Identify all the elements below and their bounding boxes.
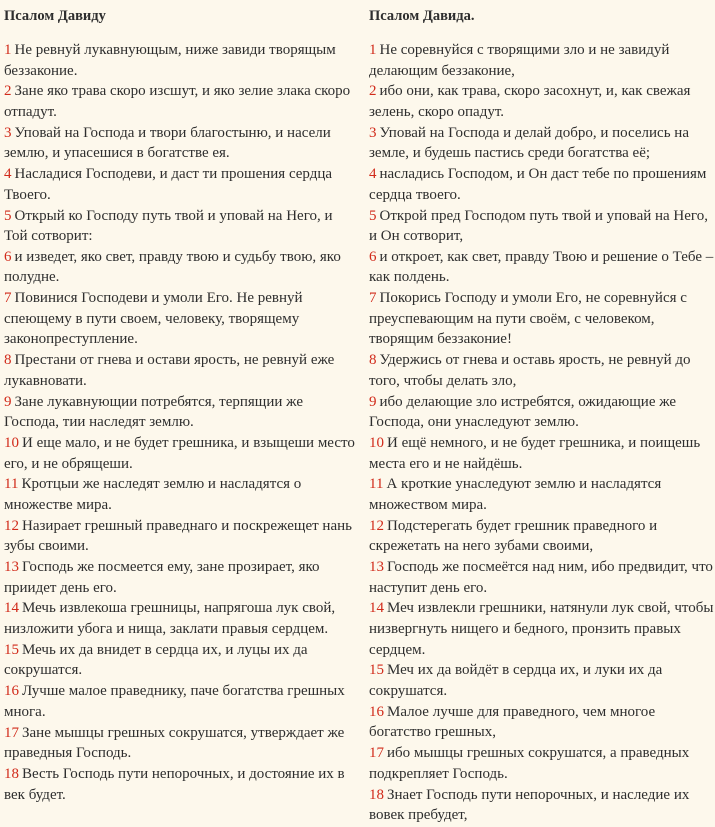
verse-text: Насладися Господеви, и даст ти прошения сердца Твоего.: [4, 166, 333, 203]
right-verse-16: [369, 702, 715, 743]
left-verse-18: [4, 764, 358, 805]
verse-number: 4: [4, 166, 12, 183]
verse-text: ибо делающие зло истребятся, ожидающие же Господа, они унаследуют землю.: [369, 393, 677, 431]
right-verse-5: [369, 206, 715, 247]
right-verse-8: [369, 350, 715, 391]
verse-number: 11: [4, 476, 19, 493]
verse-text: Назирает грешный праведнаго и поскрежещет нань зубы своими.: [4, 517, 352, 555]
left-verse-17: [4, 723, 358, 764]
right-verse-11: [369, 474, 715, 515]
verse-number: 16: [4, 683, 19, 700]
left-verse-6: [4, 247, 358, 288]
verse-text: Подстерегать будет грешник праведного и скрежетать на него зубами своими,: [369, 517, 658, 555]
right-verse-17: [369, 743, 715, 784]
verse-number: 9: [369, 393, 377, 410]
verse-text: насладись Господом, и Он даст тебе по прошениям сердца твоего.: [369, 166, 707, 203]
left-verse-list: [4, 40, 358, 805]
left-verse-14: [4, 598, 358, 639]
verse-text: Зане мышцы грешных сокрушатся, утверждает же праведныя Господь.: [4, 724, 345, 762]
verse-number: 5: [4, 207, 12, 224]
verse-number: 1: [4, 42, 12, 58]
verse-number: 17: [4, 724, 19, 741]
verse-text: Господь же посмеется ему, зане прозирает, яко приидет день его.: [4, 559, 320, 596]
left-verse-4: [4, 164, 358, 205]
verse-number: 1: [369, 42, 377, 58]
verse-text: А кроткие унаследуют землю и насладятся множеством мира.: [369, 476, 662, 513]
verse-number: 7: [4, 290, 12, 307]
verse-text: и изведет, яко свет, правду твою и судьбу твою, яко полудне.: [4, 248, 341, 286]
verse-number: 4: [369, 166, 377, 183]
verse-text: Мечь их да внидет в сердца их, и луцы их да сокрушатся.: [4, 641, 308, 679]
verse-text: И ещё немного, и не будет грешника, и поищешь места его и не найдёшь.: [369, 434, 701, 472]
left-heading: Псалом Давиду: [4, 8, 106, 24]
verse-text: ибо они, как трава, скоро засохнут, и, как свежая зелень, скоро опадут.: [369, 83, 691, 120]
verse-number: 15: [369, 662, 384, 679]
verse-text: Зане яко трава скоро изсшут, и яко зелие злака скоро отпадут.: [4, 83, 351, 120]
right-heading: Псалом Давида.: [369, 8, 475, 24]
right-verse-3: [369, 123, 715, 164]
verse-number: 16: [369, 703, 384, 720]
right-verse-13: [369, 557, 715, 598]
verse-text: Уповай на Господа и твори благостыню, и насели землю, и упасешися в богатстве ея.: [4, 124, 331, 162]
verse-number: 5: [369, 207, 377, 224]
verse-number: 14: [4, 600, 19, 617]
verse-text: и откроет, как свет, правду Твою и решение о Тебе – как полдень.: [369, 248, 714, 286]
verse-text: Знает Господь пути непорочных, и наследие их вовек пребудет,: [369, 786, 690, 824]
right-verse-1: [369, 40, 715, 81]
verse-number: 12: [369, 517, 384, 534]
verse-number: 6: [369, 248, 377, 265]
verse-text: Малое лучше для праведного, чем многое богатство грешных,: [369, 703, 656, 741]
church-slavonic-column: [4, 0, 358, 827]
left-verse-16: [4, 681, 358, 722]
verse-number: 8: [369, 352, 377, 369]
verse-number: 9: [4, 393, 12, 410]
verse-text: Меч их да войдёт в сердца их, и луки их да сокрушатся.: [369, 662, 663, 700]
left-verse-9: [4, 392, 358, 433]
right-verse-7: [369, 288, 715, 350]
verse-text: Покорись Господу и умоли Его, не соревнуйся с преуспевающим на пути своём, с человеком, творящим беззаконие!: [369, 290, 687, 348]
verse-number: 13: [4, 559, 19, 576]
left-verse-2: [4, 81, 358, 122]
left-verse-12: [4, 516, 358, 557]
verse-number: 2: [369, 83, 377, 100]
left-verse-8: [4, 350, 358, 391]
verse-text: Весть Господь пути непорочных, и достояние их в век будет.: [4, 765, 345, 803]
verse-text: Господь же посмеётся над ним, ибо предвидит, что наступит день его.: [369, 559, 713, 596]
verse-text: Зане лукавнующии потребятся, терпящии же Господа, тии наследят землю.: [4, 393, 303, 431]
right-verse-list: [369, 40, 715, 826]
verse-number: 7: [369, 290, 377, 307]
verse-number: 6: [4, 248, 12, 265]
verse-number: 17: [369, 745, 384, 762]
verse-text: ибо мышцы грешных сокрушатся, а праведных подкрепляет Господь.: [369, 745, 690, 782]
verse-number: 18: [4, 765, 19, 782]
verse-number: 13: [369, 559, 384, 576]
right-verse-2: [369, 81, 715, 122]
verse-number: 15: [4, 641, 19, 658]
left-verse-11: [4, 474, 358, 515]
left-verse-5: [4, 206, 358, 247]
verse-number: 14: [369, 600, 384, 617]
verse-text: Мечь извлекоша грешницы, напрягоша лук свой, низложити убога и нища, заклати правыя сердцем.: [4, 600, 336, 638]
verse-number: 10: [369, 434, 384, 451]
verse-number: 3: [369, 124, 377, 141]
verse-text: Не соревнуйся с творящими зло и не завидуй делающим беззаконие,: [369, 42, 670, 79]
verse-text: Не ревнуй лукавнующым, ниже завиди творящым беззаконие.: [4, 42, 336, 79]
verse-number: 11: [369, 476, 384, 493]
verse-number: 12: [4, 517, 19, 534]
left-verse-10: [4, 433, 358, 474]
right-verse-10: [369, 433, 715, 474]
verse-text: Меч извлекли грешники, натянули лук свой, чтобы низвергнуть нищего и бедного, пронзить правых сердцем.: [369, 600, 714, 658]
verse-text: Уповай на Господа и делай добро, и поселись на земле, и будешь пастись среди богатства её;: [369, 124, 689, 162]
verse-number: 2: [4, 83, 12, 100]
right-verse-12: [369, 516, 715, 557]
verse-text: Удержись от гнева и оставь ярость, не ревнуй до того, чтобы делать зло,: [369, 352, 691, 389]
right-verse-6: [369, 247, 715, 288]
verse-text: Открый ко Господу путь твой и уповай на Него, и Той сотворит:: [4, 207, 333, 245]
right-verse-14: [369, 598, 715, 660]
verse-text: И еще мало, и не будет грешника, и взыщеши место его, и не обрящеши.: [4, 434, 355, 472]
right-verse-4: [369, 164, 715, 205]
verse-text: Лучше малое праведнику, паче богатства грешных многа.: [4, 683, 345, 720]
verse-text: Престани от гнева и остави ярость, не ревнуй еже лукавновати.: [4, 352, 335, 389]
verse-number: 18: [369, 786, 384, 803]
verse-number: 3: [4, 124, 12, 141]
left-verse-13: [4, 557, 358, 598]
left-verse-15: [4, 640, 358, 681]
left-verse-7: [4, 288, 358, 350]
right-verse-15: [369, 660, 715, 701]
right-verse-9: [369, 392, 715, 433]
right-verse-18: [369, 785, 715, 826]
left-verse-1: [4, 40, 358, 81]
verse-number: 10: [4, 434, 19, 451]
russian-column: [369, 0, 715, 827]
verse-text: Открой пред Господом путь твой и уповай на Него, и Он сотворит,: [369, 207, 708, 245]
verse-text: Кротцыи же наследят землю и насладятся о множестве мира.: [4, 476, 302, 513]
verse-number: 8: [4, 352, 12, 369]
verse-text: Повинися Господеви и умоли Его. Не ревнуй спеющему в пути своем, человеку, творящему законопреступление.: [4, 290, 303, 348]
left-verse-3: [4, 123, 358, 164]
